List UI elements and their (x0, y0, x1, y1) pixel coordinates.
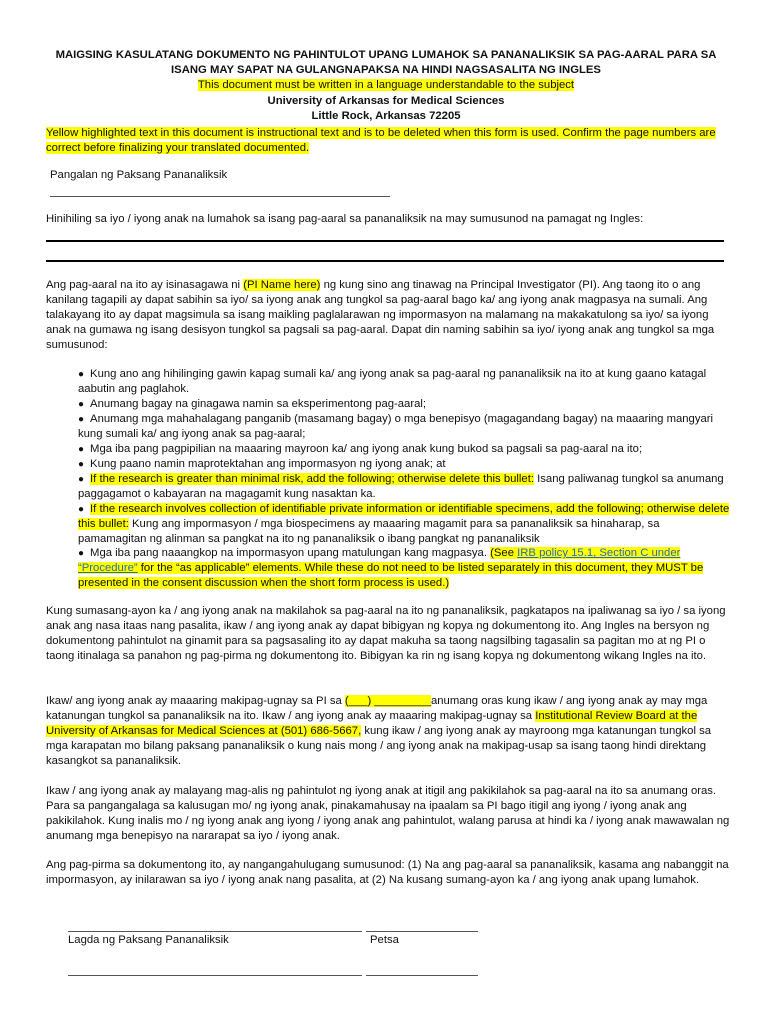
irb-policy-link[interactable]: IRB policy 15.1, Section C under “Procedure” (78, 547, 681, 574)
request-line: Hinihiling sa iyo / iyong anak na lumahok sa isang pag-aaral sa pananaliksik na may sumusunod na pamagat ng Ingles: (46, 213, 644, 225)
instruction-note: Yellow highlighted text in this document is instructional text and is to be deleted when this form is used. Confirm the page numbers are correct before finalizing your translated documented. (46, 127, 716, 154)
university-name: University of Arkansas for Medical Sciences (267, 95, 505, 107)
document-title: MAIGSING KASULATANG DOKUMENTO NG PAHINTULOT UPANG LUMAHOK SA PANANALIKSIK SA PAG-AARAL PARA SA ISANG MAY SAPAT NA GULANGNAPAKSA NA HINDI NAGSASALITA NG INGLES (55, 49, 717, 76)
signature-line[interactable] (68, 931, 362, 932)
date-line[interactable] (366, 931, 478, 932)
signature-meaning-paragraph: Ang pag-pirma sa dokumentong ito, ay nangangahulugang sumusunod: (1) Na ang pag-aaral sa pananaliksik, kasama ang nabanggit na impormasyon, ay inilarawan sa iyo / iyong anak nang pasalita, at (2) Na kusang sumang-ayon ka / ang iyong anak upang lumahok. (46, 859, 729, 886)
bullet-item-other: ● Mga iba pang naaangkop na impormasyon upang matulungan kang magpasya. (See IRB policy 15.1, Section C under “Procedure” for the “as applicable” elements. While these do not need to be listed separately in this document, they MUST be presented in the consent discussion when the short form process is used.) (78, 547, 704, 589)
bullet-item-risk: ● If the research is greater than minimal risk, add the following; otherwise delete this bullet: Isang paliwanag tungkol sa anumang paggagamot o kabayaran na magagamit kung nasaktan ka. (78, 473, 724, 500)
language-instruction: This document must be written in a language understandable to the subject (197, 79, 575, 91)
second-date-line[interactable] (366, 975, 478, 976)
english-title-line-1 (46, 240, 724, 242)
study-name-label: Pangalan ng Paksang Pananaliksik (50, 169, 228, 181)
study-name-line (50, 196, 390, 197)
date-label: Petsa (370, 934, 399, 946)
university-city: Little Rock, Arkansas 72205 (311, 110, 461, 122)
pi-phone-placeholder: (___) _________ (344, 695, 431, 707)
signature-label: Lagda ng Paksang Pananaliksik (68, 934, 229, 946)
bullet-item: ● Mga iba pang pagpipilian na maaaring mayroon ka/ ang iyong anak kung bukod sa pagsali sa pag-aaral na ito; (78, 443, 643, 455)
bullet-item-specimens: ● If the research involves collection of identifiable private information or identifiable specimens, add the following; otherwise delete this bullet: Kung ang impormasyon / mga biospecimens ay maaaring magamit para sa pananaliksik sa hinaharap, sa pamamagitan ng alinman sa pangkat na ito ng pananaliksik o ibang pangkat ng pananaliksik (78, 503, 730, 545)
bullet-item: ● Anumang mga mahahalagang panganib (masamang bagay) o mga benepisyo (magagandang bagay) na maaaring mangyari kung sumali ka/ ang iyong anak sa pag-aaral; (78, 413, 714, 440)
pi-name-placeholder: (PI Name here) (243, 279, 321, 291)
second-signature-line[interactable] (68, 975, 362, 976)
bullet-item: ● Kung ano ang hihilinging gawin kapag sumali ka/ ang iyong anak sa pag-aaral ng pananaliksik na ito at kung gaano katagal aabutin ang paglahok. (78, 368, 707, 395)
bullet-item: ● Anumang bagay na ginagawa namin sa eksperimentong pag-aaral; (78, 398, 427, 410)
agreement-paragraph: Kung sumasang-ayon ka / ang iyong anak na makilahok sa pag-aaral na ito ng pananaliksik, pagkatapos na ipaliwanag sa iyo / sa iyong anak ang nasa itaas nang pasalita, ikaw / ang iyong anak ay dapat bibigyan ng kopya ng dokumentong ito. Ang Ingles na bersyon ng dokumentong pahintulot na ginamit para sa pagsasaling ito ay dapat makuha sa taong nagsilbing tagasalin sa pagitan mo at ng PI o taong itinalaga sa panahon ng pag-pirma ng dokumentong ito. Bibigyan ka rin ng isang kopya ng dokumentong wikang Ingles na ito. (46, 605, 726, 662)
intro-paragraph: Ang pag-aaral na ito ay isinasagawa ni (PI Name here) ng kung sino ang tinawag na Principal Investigator (PI). Ang taong ito o ang kanilang tagapili ay dapat sabihin sa iyo/ sa iyong anak ang tungkol sa pag-aaral bago ka/ ang iyong anak magpasya na sumali. Ang talakayang ito ay dapat magsimula sa isang maikling paglalarawan ng impormasyon na malamang na makakatulong sa iyo/ sa iyong anak na gumawa ng isang desisyon tungkol sa pagsali sa pag-aaral. Dapat din naming sabihin sa iyo/ iyong anak ang tungkol sa mga sumusunod: (46, 279, 715, 351)
withdrawal-paragraph: Ikaw / ang iyong anak ay malayang mag-alis ng pahintulot ng iyong anak at itigil ang pakikilahok sa pag-aaral na ito sa anumang oras. Para sa pangangalaga sa kalusugan mo/ ng iyong anak, pinakamahusay na ipaalam sa PI bago itigil ang iyong / iyong anak ang pakikilahok. Kung inalis mo / ng iyong anak ang iyong / iyong anak ang pahintulot, walang parusa at hindi ka / iyong anak mawawalan ng anumang mga benepisyo na nararapat sa iyo / iyong anak. (46, 785, 730, 842)
irb-contact: Institutional Review Board at the University of Arkansas for Medical Sciences at (501) 686-5667, (46, 710, 698, 737)
english-title-line-2 (46, 260, 724, 262)
contact-paragraph: Ikaw/ ang iyong anak ay maaaring makipag-ugnay sa PI sa (___) _________anumang oras kung ikaw / ang iyong anak ay may mga katanungan tungkol sa pananaliksik na ito. Ikaw / ang iyong anak ay maaaring makipag-ugnay sa Institutional Review Board at the University of Arkansas for Medical Sciences at (501) 686-5667, kung ikaw / ang iyong anak ay mayroong mga katanungan tungkol sa mga karapatan mo bilang paksang pananaliksik o kung nais mong / ang iyong anak na makipag-usap sa isang taong hindi direktang kasangkot sa pananaliksik. (46, 695, 712, 767)
bullet-item: ● Kung paano namin maprotektahan ang impormasyon ng iyong anak; at (78, 458, 446, 470)
